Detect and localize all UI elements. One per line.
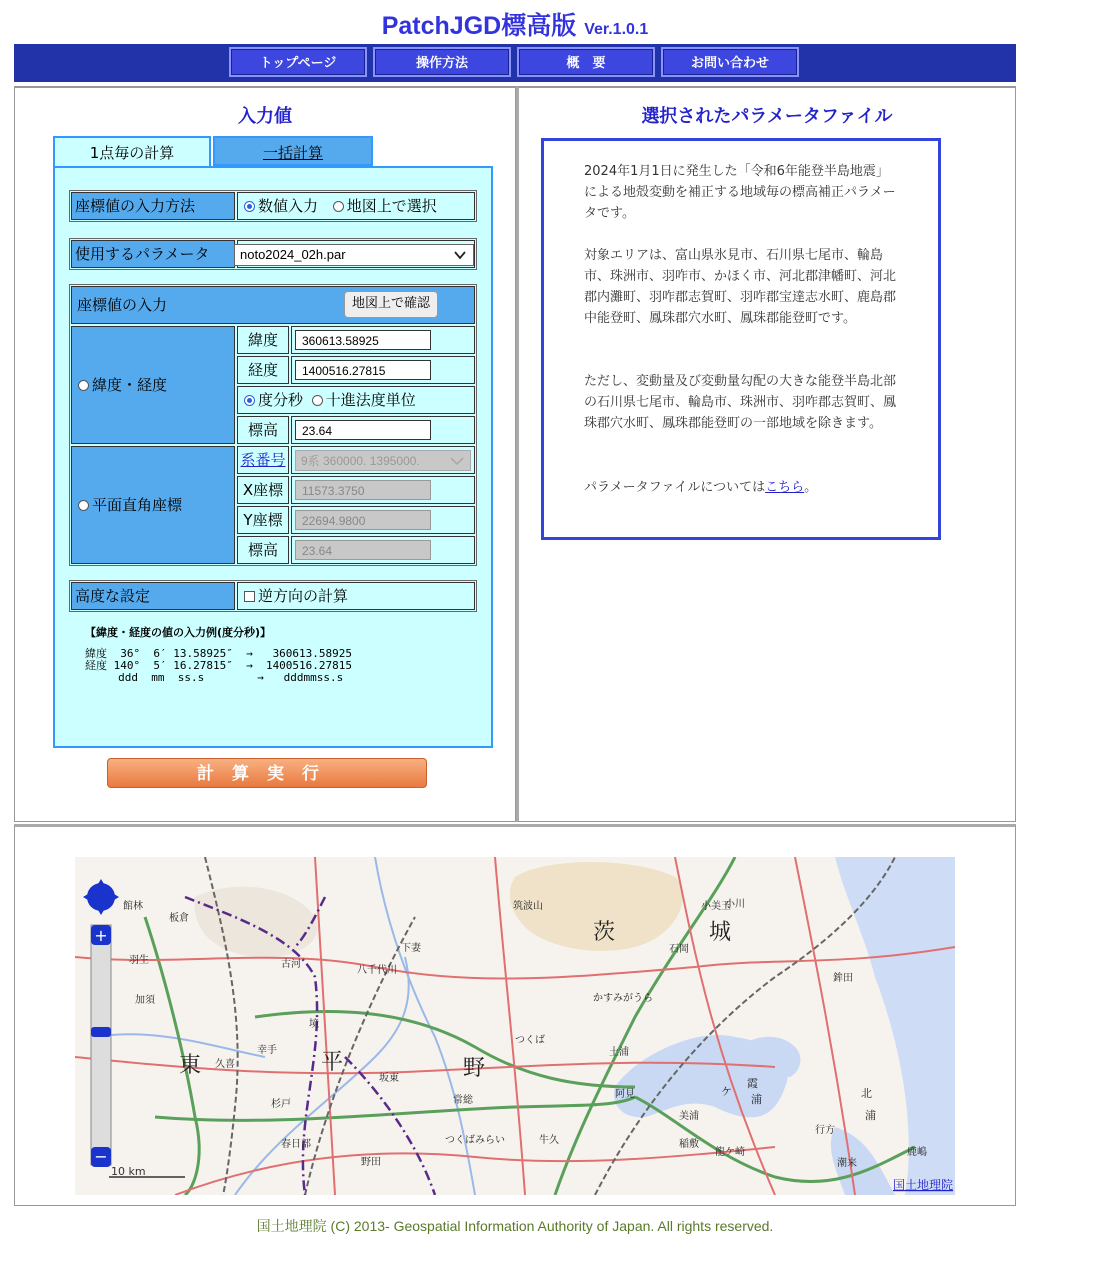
radio-map-label: 地図上で選択 [346,197,437,215]
header [14,0,1016,44]
chevron-down-icon [453,248,467,262]
plain-patch [195,887,318,957]
input-method-options [237,192,475,220]
info-paragraph-3: ただし、変動量及び変動量勾配の大きな能登半島北部の石川県七尾市、輪島市、珠洲市、羽咋郡志賀町、鳳珠郡穴水町、鳳珠郡能登町の一部地域を除きます。 [584,374,897,431]
lon-label: 経度 [237,356,289,384]
advanced-options [237,582,475,610]
map-label-ogawa: 小川 [725,899,745,910]
app-version: Ver.1.0.1 [584,21,649,38]
map-label-sugito: 杉戸 [271,1099,291,1110]
example-line-2: 経度 140° 5′ 16.27815″ → 1400516.27815 [85,659,353,672]
map-label-tatebayashi: 館林 [123,901,143,912]
road [175,1147,775,1195]
map-label-shimotsuma: 下妻 [401,943,421,954]
map-label-kasumi: 霞 [747,1077,758,1090]
height-cell [291,416,475,444]
x-input[interactable]: 11573.3750 [295,480,431,500]
map-zoom-control [83,879,119,1167]
parameter-info-panel [516,86,1016,822]
map-label-tsukuba: つくば [515,1035,545,1046]
x-label: X座標 [237,476,289,504]
map-label-omitama: 小美玉 [701,901,731,912]
map-label-kitaura: 浦 [865,1109,876,1122]
footer-copyright: 国土地理院 (C) 2013- Geospatial Information Authority of Japan. All rights reserved. [256,1218,774,1234]
map-label-tsukubamirai: つくばみらい [445,1135,505,1146]
map-section [14,824,1016,1206]
info-paragraph-4 [584,477,896,498]
example-line-3: ddd mm ss.s → dddmmss.s [85,671,344,684]
x-cell [291,476,475,504]
zoom-slider-track[interactable] [91,925,111,1165]
parameter-select-value: noto2024_02h.par [240,247,346,262]
zoom-out-glyph: − [94,1147,108,1166]
radio-dms-label: 度分秒 [258,391,304,409]
single-point-form [53,166,493,748]
check-on-map-button[interactable]: 地図上で確認 [344,291,438,318]
map-label-kasumi-ke: ケ [721,1085,732,1098]
advanced-label: 高度な設定 [71,582,235,610]
map-label-hanyu: 羽生 [129,955,149,966]
map-label-itako: 潮来 [837,1158,857,1169]
parameter-label: 使用するパラメータ [71,240,235,268]
example-title: 【緯度・経度の値の入力例(度分秒)】 [85,626,272,639]
latlon-label: 緯度・経度 [92,376,168,394]
parameter-cell [237,240,475,268]
plane-height-input[interactable]: 23.64 [295,540,431,560]
map-scale [109,1165,185,1178]
plane-height-label: 標高 [237,536,289,564]
nav-bar [14,44,1016,82]
info-link-here[interactable]: こちら [765,480,805,495]
system-number-value: 9系 360000. 1395000. [301,454,420,468]
map-label-kasukabe: 春日部 [281,1139,311,1150]
unit-options [237,386,475,414]
map-label-yachiyo: 八千代川 [357,965,397,976]
radio-numeric-input[interactable] [244,201,255,212]
map-canvas [75,857,955,1195]
lat-input[interactable]: 360613.58925 [295,330,431,350]
map-label-joso: 常総 [453,1095,473,1106]
plane-block [71,446,235,564]
map-label-satte: 幸手 [257,1045,277,1056]
lat-label: 緯度 [237,326,289,354]
radio-dms[interactable] [244,395,255,406]
map-label-kashima: 鹿嶋 [907,1147,927,1158]
map-label-ushiku: 牛久 [539,1135,559,1146]
radio-latlon[interactable] [78,380,89,391]
lon-cell [291,356,475,384]
map-label-ishioka: 石岡 [669,944,689,955]
map-label-kasumi-ura: 浦 [751,1093,762,1106]
map-scale-label: 10 km [111,1165,146,1178]
nav-how-to[interactable]: 操作方法 [373,47,511,77]
map-label-bando: 坂東 [379,1073,399,1084]
road [75,947,955,979]
radio-plane[interactable] [78,500,89,511]
map-label-ryugasaki: 龍ケ崎 [715,1147,745,1158]
reverse-calc-label: 逆方向の計算 [258,587,349,605]
map-label-kuki: 久喜 [215,1059,235,1070]
y-label: Y座標 [237,506,289,534]
coord-input-group [69,284,477,566]
map-label-noda: 野田 [361,1157,381,1168]
nav-overview[interactable]: 概 要 [517,47,655,77]
map-label-ibaraki-1: 茨 [593,919,616,944]
reverse-calc-checkbox[interactable] [244,591,255,602]
expressway [155,1097,635,1120]
map-label-kasumigaura: かすみがうら [593,993,653,1004]
map-label-sakai: 境 [309,1019,319,1030]
y-input[interactable]: 22694.9800 [295,510,431,530]
height-input[interactable]: 23.64 [295,420,431,440]
latlon-block [71,326,235,444]
input-method-row [69,190,477,222]
height-label: 標高 [237,416,289,444]
zoom-slider-handle[interactable] [91,1027,111,1037]
input-panel-title: 入力値 [238,106,292,127]
radio-map-select[interactable] [333,201,344,212]
map-label-koga: 古河 [281,959,301,970]
y-cell [291,506,475,534]
nav-top-page[interactable]: トップページ [229,47,367,77]
lon-input[interactable]: 1400516.27815 [295,360,431,380]
input-method-label: 座標値の入力方法 [71,192,235,220]
radio-decimal-label: 十進法度単位 [325,391,416,409]
tab-single-point[interactable]: 1点毎の計算 [53,136,211,168]
map-label-higashi: 東 [179,1052,202,1077]
parameter-info-title: 選択されたパラメータファイル [641,106,893,127]
plane-label: 平面直角座標 [92,496,183,514]
info-p4-prefix: パラメータファイルについては [584,480,766,495]
map-label-tsukubasan: 筑波山 [513,901,543,912]
zoom-in-glyph: + [94,926,108,945]
chevron-down-icon [450,454,464,468]
parameter-row [69,238,477,270]
map-label-miho: 美浦 [679,1111,699,1122]
tab-batch[interactable]: 一括計算 [213,136,373,166]
system-number-cell [291,446,475,474]
map-label-ami: 阿見 [615,1089,635,1100]
radio-decimal[interactable] [312,395,323,406]
lat-cell [291,326,475,354]
calculate-button[interactable]: 計算実行 [107,758,427,788]
app-title [14,6,1016,42]
system-number-select[interactable] [295,450,471,471]
radio-numeric-label: 数値入力 [258,197,319,215]
map-label-kazo: 加須 [135,995,155,1006]
map-label-itakura: 板倉 [169,913,189,924]
coord-input-label: 座標値の入力 [71,286,475,324]
input-panel [14,86,516,822]
map-label-gyokata: 行方 [815,1125,835,1136]
example-line-1: 緯度 36° 6′ 13.58925″ → 360613.58925 [85,647,353,660]
map-label-ibaraki-2: 城 [709,919,732,944]
map-label-hokota: 鉾田 [833,973,853,984]
map-credit-link[interactable]: 国土地理院 [893,1178,954,1192]
map-label-hei: 平 [321,1049,344,1074]
parameter-info-box [541,138,941,540]
map-view[interactable] [75,857,955,1195]
app-title-text: PatchJGD標高版 [381,12,577,40]
system-number-link[interactable]: 系番号 [240,451,286,469]
map-label-tsuchiura: 土浦 [609,1047,629,1058]
map-label-ya: 野 [463,1055,486,1080]
advanced-row [69,580,477,612]
info-paragraph-1: 2024年1月1日に発生した「令和6年能登半島地震」による地殻変動を補正する地域毎の標高補正パラメータです。 [584,164,896,221]
info-p4-suffix: 。 [804,480,818,495]
plane-height-cell [291,536,475,564]
map-label-kita: 北 [861,1087,872,1100]
map-label-inashiki: 稲敷 [679,1139,699,1150]
info-paragraph-2: 対象エリアは、富山県氷見市、石川県七尾市、輪島市、珠洲市、羽咋市、かほく市、河北郡津幡町、河北郡内灘町、羽咋郡志賀町、羽咋郡宝達志水町、鹿島郡中能登町、鳳珠郡穴水町、鳳珠郡能登町です。 [584,248,897,326]
system-number-label [237,446,289,474]
nav-contact[interactable]: お問い合わせ [661,47,799,77]
parameter-select[interactable] [234,244,474,266]
